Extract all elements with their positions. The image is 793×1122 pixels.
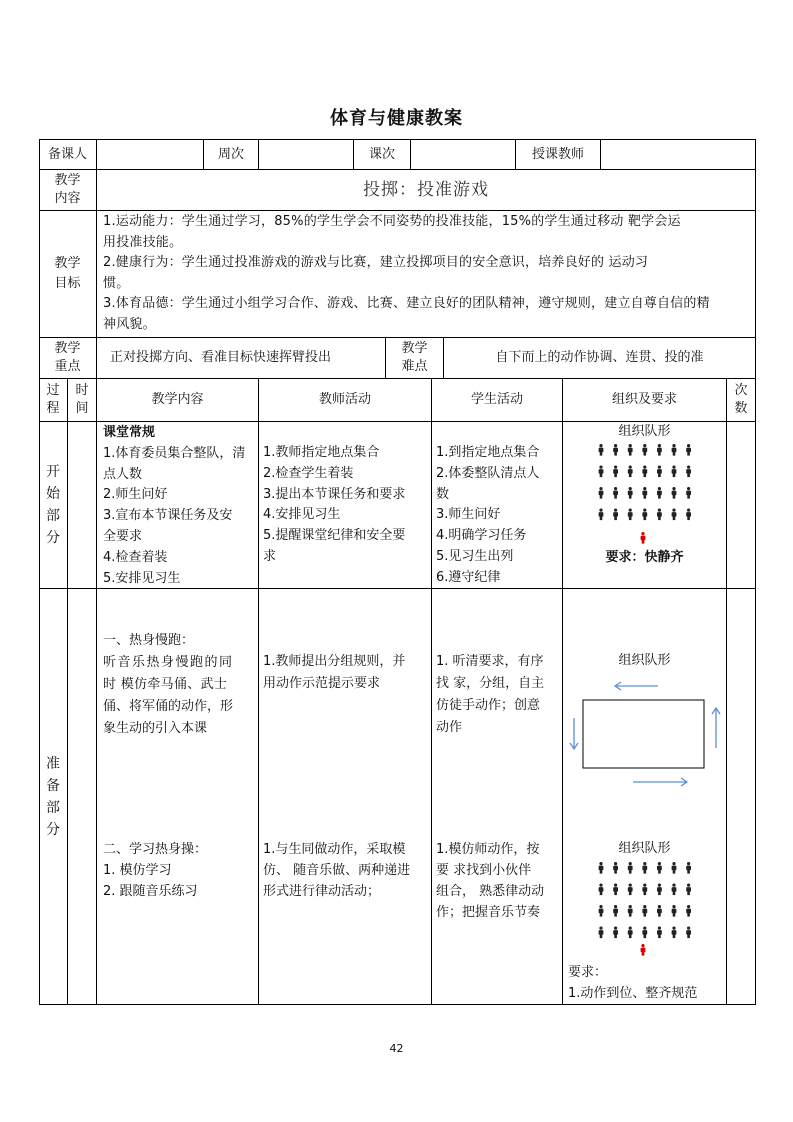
student-icon (628, 509, 633, 521)
student-icon (642, 509, 647, 521)
week-label: 周次 (217, 146, 244, 162)
student-icon (657, 466, 662, 478)
student-icon (599, 509, 604, 521)
arrow-left-icon (615, 682, 658, 690)
teaching-goals-label: 教学 目标 (54, 256, 81, 291)
student-icon (613, 466, 618, 478)
student-icon (628, 444, 633, 456)
arrow-right-icon (633, 778, 687, 786)
student-icon (686, 466, 691, 478)
student-icon (657, 509, 662, 521)
student-icon (686, 884, 691, 896)
col-process: 过 程 (46, 383, 60, 416)
page-number: 42 (389, 1042, 404, 1055)
difficulty-value: 自下而上的动作协调、连贯、投的准 (495, 350, 704, 365)
student-icon (657, 905, 662, 917)
key-points-label: 教学 重点 (54, 341, 81, 374)
start-org-title: 组织队形 (618, 424, 671, 439)
start-teacher-activity: 1.教师指定地点集合 2.检查学生着装 3.提出本节课任务和要求 4.安排见习生 5.提醒课堂纪律和安全要 求 (263, 445, 406, 564)
student-icon (642, 884, 647, 896)
col-organization: 组织及要求 (611, 392, 677, 407)
teacher-position-icon (638, 944, 648, 960)
student-icon (599, 905, 604, 917)
prep-teacher-label: 备课人 (47, 146, 87, 162)
student-icon (613, 884, 618, 896)
student-icon (657, 487, 662, 499)
arrow-down-icon (570, 718, 578, 749)
student-icon (613, 905, 618, 917)
student-icon (642, 905, 647, 917)
col-student-activity: 学生活动 (470, 392, 523, 407)
student-icon (686, 444, 691, 456)
phase-prep: 准 备 部 分 (46, 755, 60, 838)
prep-warmup-teacher: 1.教师提出分组规则，并 用动作示范提示要求 (263, 654, 406, 691)
student-icon (599, 487, 604, 499)
student-icon (599, 862, 604, 874)
prep-exercise-student: 1.模仿师动作，按 要 求找到小伙伴 组合， 熟悉律动动 作；把握音乐节奏 (436, 842, 545, 920)
col-time: 时 间 (75, 383, 89, 416)
student-icon (672, 509, 677, 521)
arrow-up-icon (712, 708, 720, 748)
phase-start: 开 始 部 分 (46, 464, 60, 546)
student-icon (686, 487, 691, 499)
student-icon (642, 487, 647, 499)
student-icon (672, 466, 677, 478)
student-icon (672, 905, 677, 917)
week-value[interactable] (259, 140, 353, 169)
lesson-number-value[interactable] (411, 140, 515, 169)
col-count: 次 数 (734, 383, 748, 416)
prep-warmup-student: 1. 听清要求，有序 找 家，分组，自主 仿徒手动作；创意 动作 (436, 654, 545, 735)
page-title: 体育与健康教案 (330, 108, 463, 129)
student-icon (628, 927, 633, 939)
student-icon (672, 927, 677, 939)
teaching-content-value: 投掷：投准游戏 (363, 180, 489, 200)
student-icon (657, 862, 662, 874)
student-icon (642, 927, 647, 939)
student-icon (657, 884, 662, 896)
student-icon (628, 884, 633, 896)
student-icon (628, 487, 633, 499)
student-icon (657, 444, 662, 456)
col-teacher-activity: 教师活动 (318, 392, 371, 407)
student-icon (613, 487, 618, 499)
student-icon (628, 862, 633, 874)
student-icon (642, 466, 647, 478)
student-icon (628, 466, 633, 478)
start-content: 课堂常规 1.体育委员集合整队，清 点人数 2.师生问好 3.宣布本节课任务及安 全要求 4.检查着装 5.安排见习生 (103, 425, 246, 586)
student-icon (613, 927, 618, 939)
student-formation-grid (596, 444, 696, 523)
instructor-value[interactable] (601, 140, 755, 169)
student-formation-grid (596, 862, 696, 941)
prep-exercise-content: 二、学习热身操： 1. 模仿学习 2. 跟随音乐练习 (103, 842, 208, 899)
student-icon (613, 509, 618, 521)
teacher-position-icon (638, 532, 648, 548)
student-icon (672, 884, 677, 896)
prep-warmup-content: 一、热身慢跑： 听音乐热身慢跑的同 时 模仿牵马俑、武士 俑、将军俑的动作，形 象生动的引入本课 (103, 633, 234, 736)
student-icon (642, 444, 647, 456)
start-student-activity: 1.到指定地点集合 2.体委整队清点人 数 3.师生问好 4.明确学习任务 5.见习生出列 6.遵守纪律 (436, 445, 540, 585)
student-icon (599, 444, 604, 456)
student-icon (686, 862, 691, 874)
student-icon (672, 487, 677, 499)
student-icon (613, 862, 618, 874)
teacher-icon (641, 532, 646, 544)
student-icon (686, 905, 691, 917)
student-icon (672, 862, 677, 874)
student-icon (599, 466, 604, 478)
lesson-number-label: 课次 (368, 146, 395, 162)
student-icon (672, 444, 677, 456)
student-icon (613, 444, 618, 456)
prep-exercise-requirement: 要求： 1.动作到位、整齐规范 (568, 965, 698, 1001)
student-icon (686, 927, 691, 939)
teacher-icon (641, 944, 646, 956)
student-icon (628, 905, 633, 917)
difficulty-label: 教学 难点 (401, 341, 428, 374)
prep-exercise-teacher: 1.与生同做动作，采取模 仿、 随音乐做、两种递进 形式进行律动活动； (263, 842, 411, 899)
student-icon (642, 862, 647, 874)
running-route-diagram (566, 676, 726, 795)
student-icon (657, 927, 662, 939)
prep-teacher-value[interactable] (97, 140, 203, 169)
start-org-requirement: 要求：快静齐 (605, 550, 684, 565)
instructor-label: 授课教师 (531, 146, 584, 162)
student-icon (599, 927, 604, 939)
student-icon (686, 509, 691, 521)
prep-warmup-org-title: 组织队形 (618, 653, 671, 668)
key-points-value: 正对投掷方向、看准目标快速挥臂投出 (110, 350, 332, 365)
col-content: 教学内容 (151, 392, 204, 407)
teaching-content-label: 教学 内容 (54, 173, 81, 206)
student-icon (599, 884, 604, 896)
prep-exercise-org-title: 组织队形 (618, 841, 671, 856)
teaching-goals-text: 1.运动能力：学生通过学习，85%的学生学会不同姿势的投准技能，15%的学生通过移动 靶学会运 用投准技能。 2.健康行为：学生通过投准游戏的游戏与比赛，建立投掷项目的安全意识，培养良好的 运动习 惯。 3.体育品德：学生通过小组学习合作、游戏、比赛、建立良好的团队精神，遵守规则，建立自尊自信的精 神风貌。 (103, 214, 710, 332)
